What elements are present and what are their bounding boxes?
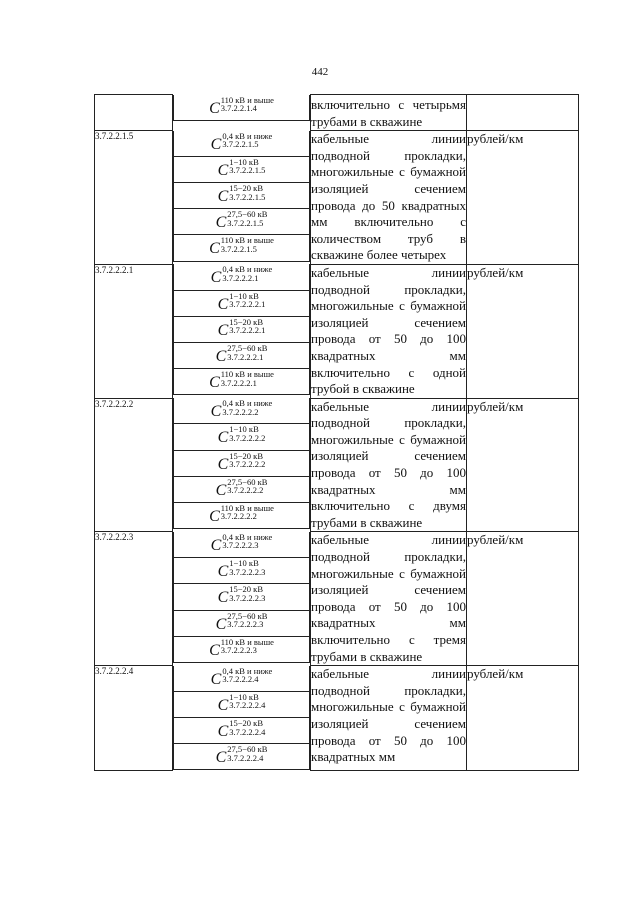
- code-subscript: 3.7.2.2.2.4: [229, 726, 266, 737]
- rate-symbol: [173, 183, 310, 209]
- symbol-letter: C: [217, 455, 229, 473]
- voltage-superscript: 1−10 кВ: [229, 424, 259, 435]
- page-number: 442: [311, 66, 329, 78]
- row-unit: рублей/км: [467, 398, 579, 532]
- code-subscript: 3.7.2.2.1.5: [229, 165, 266, 176]
- row-unit: [467, 95, 579, 131]
- rate-symbol: [173, 157, 310, 183]
- rate-symbol: [173, 611, 310, 637]
- rate-symbol: [173, 95, 310, 121]
- rate-symbol: [173, 209, 310, 235]
- voltage-superscript: 0,4 кВ и ниже: [222, 665, 273, 676]
- symbol-letter: C: [209, 374, 220, 392]
- rate-symbol: [173, 291, 310, 317]
- code-subscript: 3.7.2.2.2.3: [227, 619, 264, 629]
- symbol-letter: C: [215, 481, 227, 499]
- rate-symbol: [173, 131, 310, 157]
- code-subscript: 3.7.2.2.2.1: [229, 325, 266, 336]
- table-row: [95, 532, 579, 666]
- row-code: [95, 95, 173, 131]
- row-code: 3.7.2.2.2.4: [95, 666, 173, 771]
- voltage-superscript: 0,4 кВ и ниже: [222, 264, 273, 275]
- rate-symbol: [173, 477, 310, 503]
- voltage-superscript: 1−10 кВ: [229, 290, 259, 301]
- symbol-cell: [173, 398, 311, 532]
- voltage-superscript: 15−20 кВ: [229, 316, 263, 327]
- rate-symbol: [173, 558, 310, 584]
- rate-symbol: [173, 666, 310, 692]
- voltage-superscript: 27,5−60 кВ: [227, 209, 268, 220]
- row-unit: рублей/км: [467, 131, 579, 265]
- code-subscript: 3.7.2.2.1.5: [227, 217, 264, 228]
- symbol-letter: C: [217, 589, 229, 607]
- voltage-superscript: 27,5−60 кВ: [227, 343, 268, 353]
- voltage-superscript: 1−10 кВ: [229, 156, 259, 167]
- voltage-superscript: 15−20 кВ: [229, 450, 263, 461]
- table-row: [95, 398, 579, 532]
- row-description: кабельные линии подводной прокладки, многожильные с бумажной изоляцией сечением провода от 50 до 100 квадратных мм включительно с двумя трубами в скважине: [311, 398, 467, 532]
- rate-symbol: [173, 692, 310, 718]
- symbol-letter: C: [217, 563, 229, 581]
- voltage-superscript: 0,4 кВ и ниже: [222, 130, 273, 141]
- code-subscript: 3.7.2.2.1.5: [220, 243, 257, 254]
- voltage-superscript: 1−10 кВ: [229, 558, 259, 569]
- voltage-superscript: 110 кВ и выше: [220, 502, 274, 513]
- row-description: включительно с четырьмя трубами в скважине: [311, 95, 467, 131]
- rate-symbol: [173, 584, 310, 610]
- row-code: 3.7.2.2.2.2: [95, 398, 173, 532]
- voltage-superscript: 110 кВ и выше: [220, 369, 274, 380]
- rate-symbol: [173, 744, 310, 770]
- rate-symbol: [173, 637, 310, 663]
- voltage-superscript: 110 кВ и выше: [220, 235, 274, 246]
- code-subscript: 3.7.2.2.2.2: [227, 485, 264, 496]
- tariff-table: [94, 94, 579, 771]
- symbol-letter: C: [209, 641, 220, 659]
- code-subscript: 3.7.2.2.2.4: [229, 700, 266, 711]
- symbol-cell: [173, 131, 311, 265]
- code-subscript: 3.7.2.2.2.3: [229, 566, 266, 577]
- row-description: кабельные линии подводной прокладки, многожильные с бумажной изоляцией сечением провода от 50 до 100 квадратных мм включительно с тремя трубами в скважине: [311, 532, 467, 666]
- rate-symbol: [173, 451, 310, 477]
- code-subscript: 3.7.2.2.2.2: [229, 459, 266, 470]
- code-subscript: 3.7.2.2.2.1: [222, 272, 259, 283]
- row-code: 3.7.2.2.2.3: [95, 532, 173, 666]
- symbol-letter: C: [209, 507, 220, 525]
- symbol-letter: C: [215, 348, 227, 365]
- row-description: кабельные линии подводной прокладки, многожильные с бумажной изоляцией сечением провода от 50 до 100 квадратных мм включительно с одной трубой в скважине: [311, 264, 467, 398]
- row-code: 3.7.2.2.1.5: [95, 131, 173, 265]
- symbol-letter: C: [217, 723, 229, 741]
- code-subscript: 3.7.2.2.1.4: [220, 103, 257, 113]
- symbol-letter: C: [217, 161, 229, 179]
- rate-symbol: [173, 369, 310, 395]
- code-subscript: 3.7.2.2.2.4: [222, 674, 259, 685]
- symbol-cell: [173, 532, 311, 666]
- symbol-letter: C: [209, 99, 220, 117]
- symbol-letter: C: [215, 615, 227, 633]
- symbol-letter: C: [210, 536, 222, 554]
- code-subscript: 3.7.2.2.1.5: [222, 139, 259, 150]
- voltage-superscript: 15−20 кВ: [229, 183, 263, 194]
- voltage-superscript: 15−20 кВ: [229, 718, 263, 729]
- rate-symbol: [173, 235, 310, 261]
- table-row: [95, 666, 579, 771]
- symbol-letter: C: [217, 321, 229, 339]
- code-subscript: 3.7.2.2.2.2: [220, 511, 257, 522]
- code-subscript: 3.7.2.2.2.2: [222, 406, 259, 417]
- symbol-letter: C: [210, 403, 222, 421]
- rate-symbol: [173, 264, 310, 290]
- rate-symbol: [173, 343, 310, 369]
- code-subscript: 3.7.2.2.2.3: [222, 540, 259, 551]
- rate-symbol: [173, 718, 310, 744]
- code-subscript: 3.7.2.2.2.3: [220, 645, 257, 656]
- symbol-letter: C: [217, 295, 229, 313]
- code-subscript: 3.7.2.2.2.4: [227, 752, 264, 763]
- row-code: 3.7.2.2.2.1: [95, 264, 173, 398]
- table-row: [95, 264, 579, 398]
- symbol-letter: C: [215, 214, 227, 232]
- row-description: кабельные линии подводной прокладки, многожильные с бумажной изоляцией сечением провода до 50 квадратных мм включительно с количеством труб в скважине более четырех: [311, 131, 467, 265]
- symbol-letter: C: [217, 188, 229, 206]
- voltage-superscript: 27,5−60 кВ: [227, 476, 268, 487]
- rate-symbol: [173, 532, 310, 558]
- row-unit: рублей/км: [467, 666, 579, 771]
- symbol-letter: C: [210, 269, 222, 287]
- rate-symbol: [173, 424, 310, 450]
- symbol-letter: C: [209, 240, 220, 258]
- rate-symbol: [173, 398, 310, 424]
- code-subscript: 3.7.2.2.2.1: [220, 377, 257, 388]
- code-subscript: 3.7.2.2.1.5: [229, 191, 266, 202]
- table-row: [95, 95, 579, 131]
- symbol-letter: C: [210, 135, 222, 153]
- voltage-superscript: 110 кВ и выше: [220, 636, 274, 647]
- symbol-letter: C: [210, 670, 222, 688]
- voltage-superscript: 27,5−60 кВ: [227, 744, 268, 755]
- symbol-letter: C: [217, 429, 229, 447]
- voltage-superscript: 15−20 кВ: [229, 584, 263, 595]
- voltage-superscript: 27,5−60 кВ: [227, 610, 268, 621]
- symbol-cell: [173, 264, 311, 398]
- voltage-superscript: 0,4 кВ и ниже: [222, 398, 273, 409]
- rate-symbol: [173, 317, 310, 343]
- symbol-cell: [173, 95, 311, 131]
- symbol-letter: C: [215, 749, 227, 767]
- table-row: [95, 131, 579, 265]
- voltage-superscript: 1−10 кВ: [229, 691, 259, 702]
- symbol-cell: [173, 666, 311, 771]
- voltage-superscript: 110 кВ и выше: [220, 94, 274, 105]
- rate-symbol: [173, 503, 310, 529]
- voltage-superscript: 0,4 кВ и ниже: [222, 531, 273, 542]
- code-subscript: 3.7.2.2.2.3: [229, 592, 266, 603]
- symbol-letter: C: [217, 696, 229, 714]
- code-subscript: 3.7.2.2.2.2: [229, 432, 266, 443]
- code-subscript: 3.7.2.2.2.1: [229, 299, 266, 310]
- row-unit: рублей/км: [467, 532, 579, 666]
- code-subscript: 3.7.2.2.2.1: [227, 351, 264, 362]
- row-description: кабельные линии подводной прокладки, многожильные с бумажной изоляцией сечением провода от 50 до 100 квадратных мм: [311, 666, 467, 771]
- row-unit: рублей/км: [467, 264, 579, 398]
